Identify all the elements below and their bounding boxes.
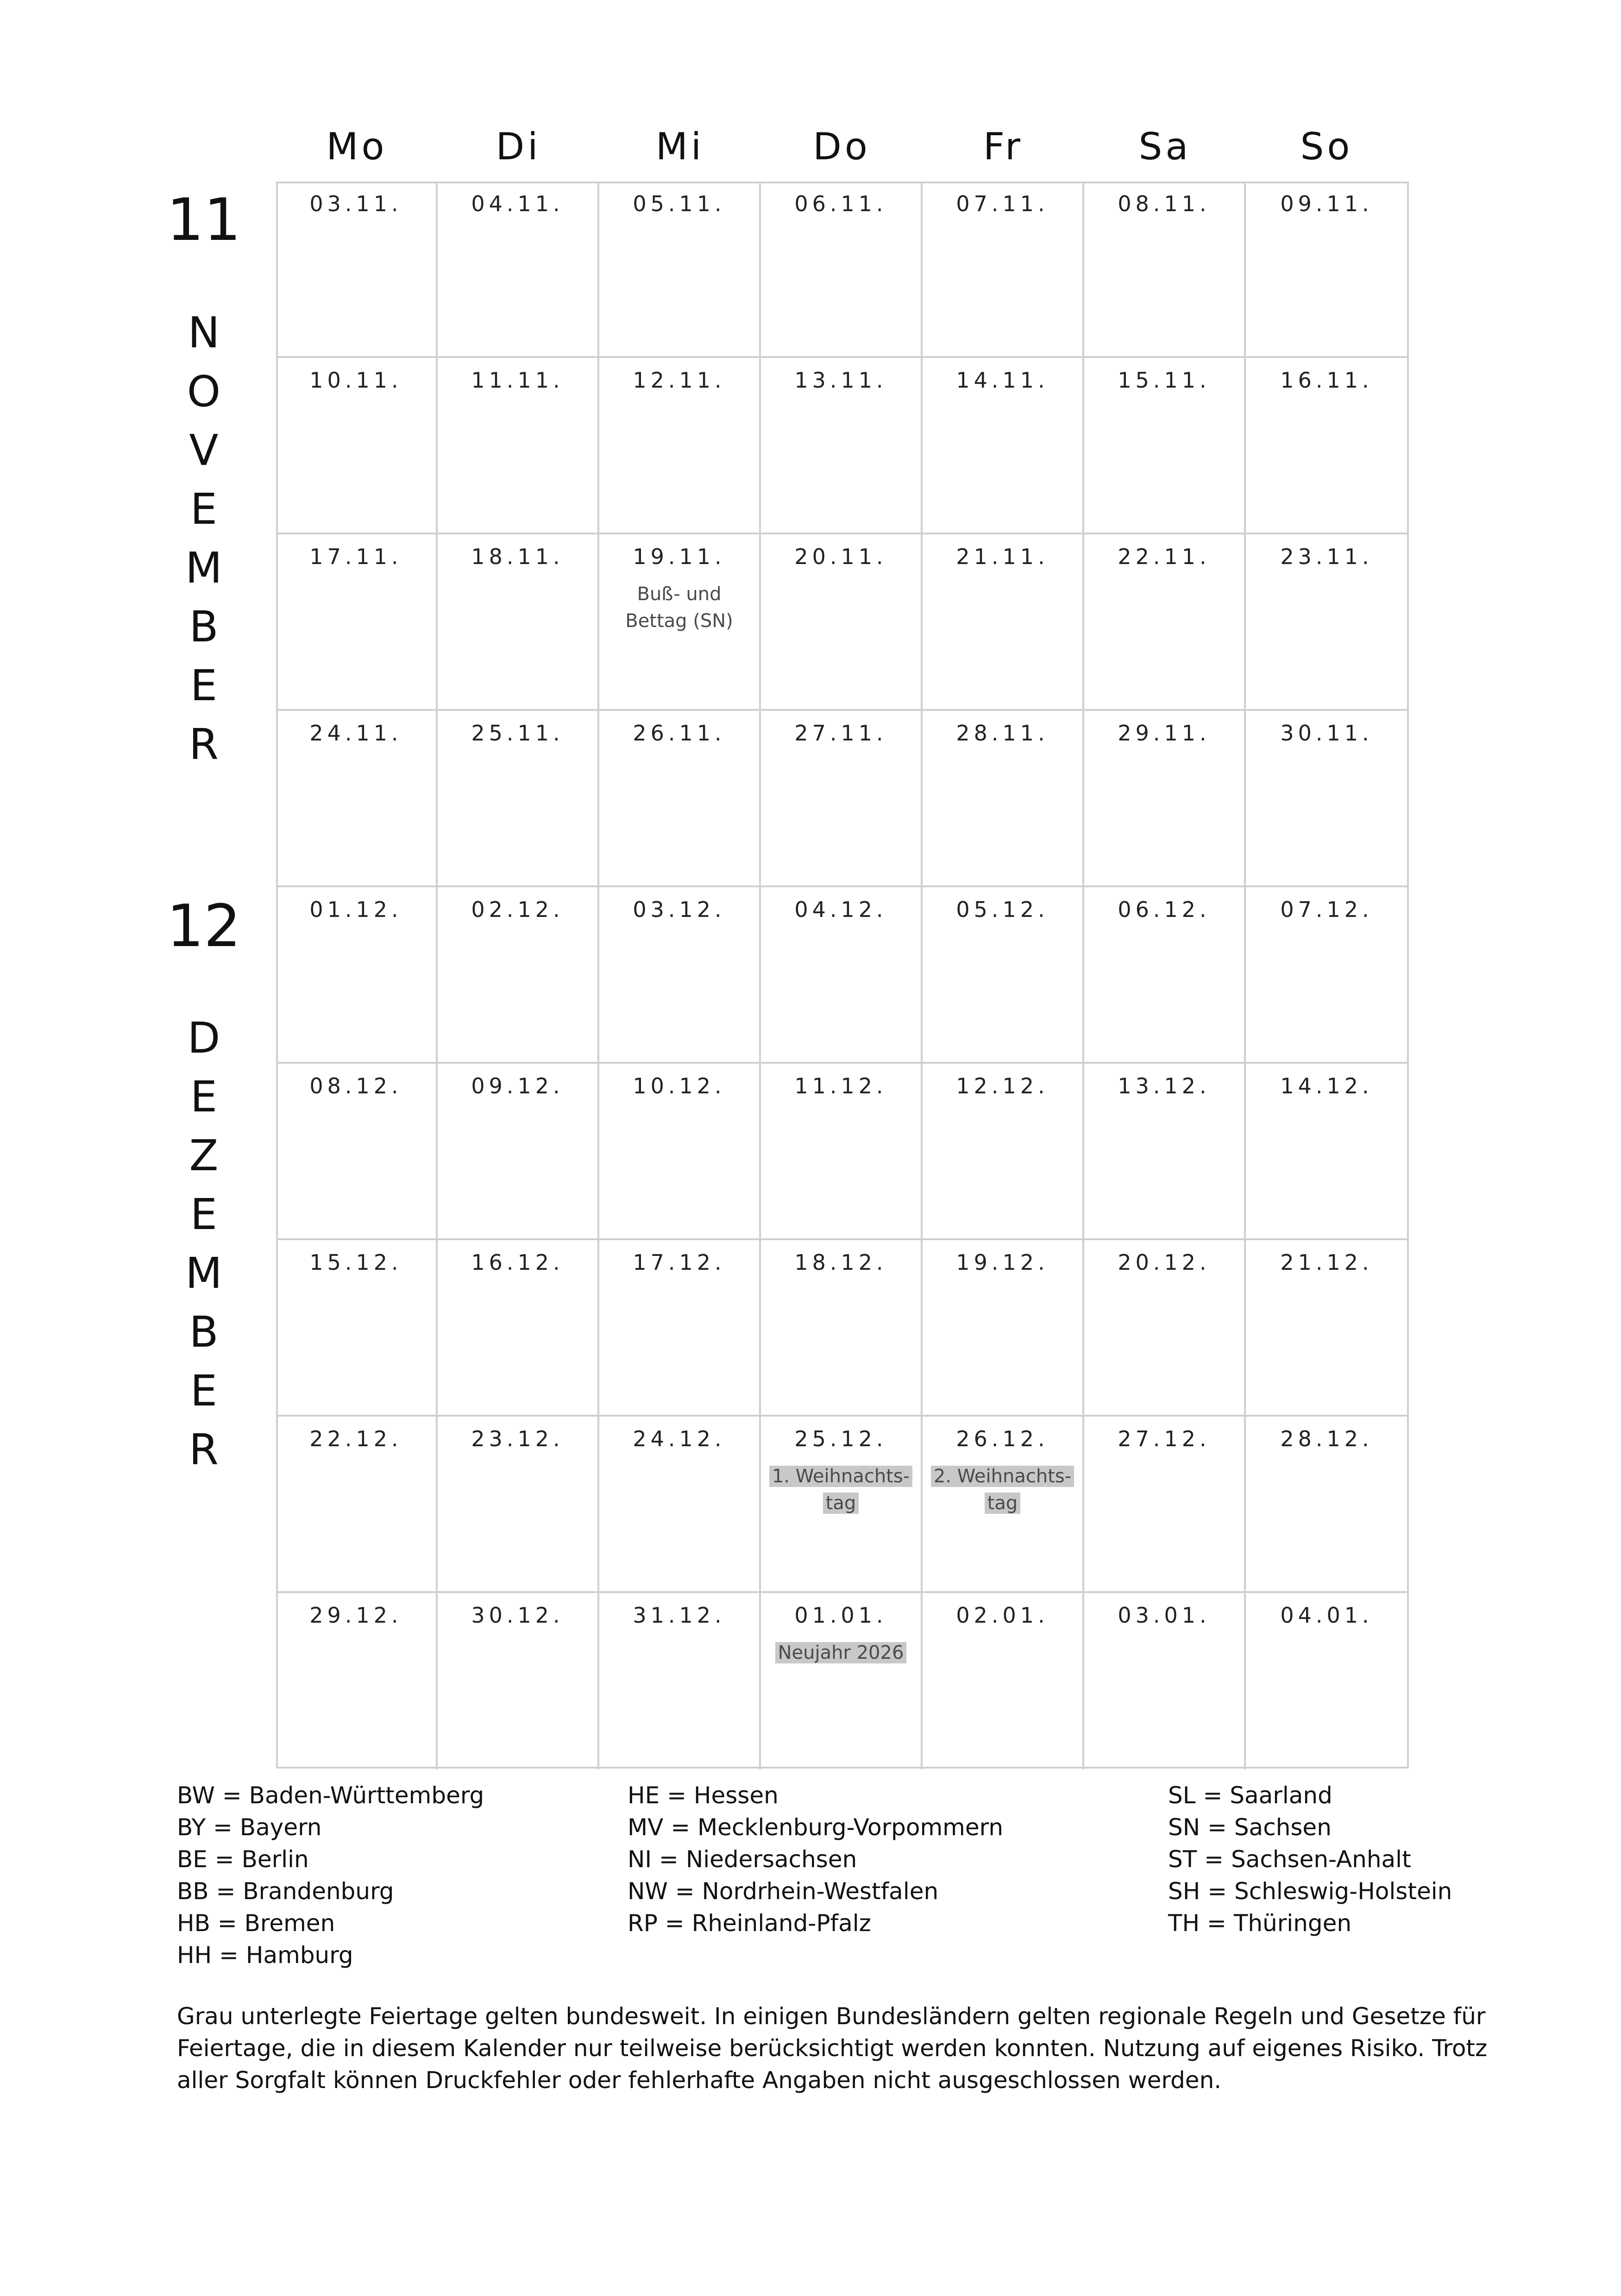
- day-date: 25.11.: [471, 721, 564, 746]
- day-cell: [438, 534, 599, 711]
- day-date: 16.11.: [1280, 368, 1373, 393]
- day-date: 12.12.: [956, 1073, 1049, 1098]
- holiday-text-line: 1. Weihnachts-: [769, 1466, 912, 1487]
- legend-entry: HH = Hamburg: [177, 1942, 353, 1969]
- day-date: 20.12.: [1118, 1250, 1211, 1275]
- day-date: 10.12.: [633, 1073, 726, 1098]
- holiday-label: [929, 1463, 1077, 1517]
- day-cell: [761, 1593, 923, 1769]
- day-cell: [1246, 1593, 1407, 1769]
- day-date: 16.12.: [471, 1250, 564, 1275]
- day-date: 03.01.: [1118, 1603, 1211, 1628]
- day-date: 08.12.: [309, 1073, 402, 1098]
- day-date: 22.11.: [1118, 544, 1211, 569]
- day-cell: [1246, 887, 1407, 1064]
- day-date: 26.12.: [956, 1426, 1049, 1451]
- legend-entry: HB = Bremen: [177, 1910, 335, 1937]
- day-cell: [599, 1417, 761, 1593]
- day-date: 28.12.: [1280, 1426, 1373, 1451]
- legend-entry: MV = Mecklenburg-Vorpommern: [628, 1814, 1004, 1841]
- month-name: N O V E M B E R: [185, 308, 222, 769]
- day-date: 03.12.: [633, 897, 726, 922]
- day-date: 01.01.: [794, 1603, 887, 1628]
- day-date: 21.12.: [1280, 1250, 1373, 1275]
- day-date: 15.11.: [1118, 368, 1211, 393]
- day-date: 14.11.: [956, 368, 1049, 393]
- holiday-text-line: tag: [823, 1493, 859, 1514]
- legend-entry: SN = Sachsen: [1168, 1814, 1332, 1841]
- day-cell: [761, 1240, 923, 1417]
- day-date: 04.12.: [794, 897, 887, 922]
- day-cell: [276, 1240, 438, 1417]
- legend-entry: ST = Sachsen-Anhalt: [1168, 1846, 1411, 1873]
- day-cell: [438, 358, 599, 534]
- weekday-header: Sa: [1138, 125, 1192, 168]
- month-number: 12: [166, 892, 241, 960]
- legend-entry: SH = Schleswig-Holstein: [1168, 1878, 1452, 1905]
- weekday-header: Fr: [983, 125, 1024, 168]
- day-cell: [599, 887, 761, 1064]
- day-date: 13.12.: [1118, 1073, 1211, 1098]
- day-cell: [276, 534, 438, 711]
- day-date: 02.01.: [956, 1603, 1049, 1628]
- day-date: 19.11.: [633, 544, 726, 569]
- day-cell: [1246, 1240, 1407, 1417]
- day-date: 10.11.: [309, 368, 402, 393]
- holiday-label: [767, 1639, 915, 1666]
- day-date: 27.12.: [1118, 1426, 1211, 1451]
- weekday-header: Mo: [326, 125, 388, 168]
- day-date: 14.12.: [1280, 1073, 1373, 1098]
- day-date: 11.11.: [471, 368, 564, 393]
- day-date: 02.12.: [471, 897, 564, 922]
- day-cell: [923, 182, 1084, 358]
- day-cell: [276, 182, 438, 358]
- day-cell: [923, 711, 1084, 887]
- day-date: 06.12.: [1118, 897, 1211, 922]
- day-date: 30.12.: [471, 1603, 564, 1628]
- day-date: 24.11.: [309, 721, 402, 746]
- day-date: 19.12.: [956, 1250, 1049, 1275]
- day-cell: [438, 1593, 599, 1769]
- day-cell: [923, 358, 1084, 534]
- day-date: 13.11.: [794, 368, 887, 393]
- day-cell: [923, 887, 1084, 1064]
- day-cell: [599, 1064, 761, 1240]
- day-date: 17.12.: [633, 1250, 726, 1275]
- day-cell: [438, 1240, 599, 1417]
- legend-entry: BY = Bayern: [177, 1814, 322, 1841]
- day-cell: [276, 711, 438, 887]
- legend-entry: NW = Nordrhein-Westfalen: [628, 1878, 939, 1905]
- day-cell: [599, 711, 761, 887]
- day-cell: [923, 1240, 1084, 1417]
- day-cell: [438, 182, 599, 358]
- day-cell: [1084, 711, 1246, 887]
- holiday-label: [605, 581, 754, 634]
- day-cell: [438, 711, 599, 887]
- day-cell: [1246, 1417, 1407, 1593]
- day-cell: [1246, 1064, 1407, 1240]
- day-cell: [1084, 1064, 1246, 1240]
- day-date: 04.11.: [471, 191, 564, 216]
- legend-entry: BE = Berlin: [177, 1846, 309, 1873]
- day-date: 07.12.: [1280, 897, 1373, 922]
- day-cell: [1246, 182, 1407, 358]
- day-cell: [1246, 358, 1407, 534]
- day-cell: [276, 1417, 438, 1593]
- day-date: 07.11.: [956, 191, 1049, 216]
- day-cell: [761, 534, 923, 711]
- legend-entry: BB = Brandenburg: [177, 1878, 394, 1905]
- day-cell: [599, 534, 761, 711]
- footnote: Grau unterlegte Feiertage gelten bundesweit. In einigen Bundesländern gelten regionale Regeln und Gesetze für Feiertage, die in diesem Kalender nur teilweise berücksichtigt werden konnten. Nutzung auf eigenes Risiko. Trotz aller Sorgfalt können Druckfehler oder fehlerhafte Angaben nicht ausgeschlossen werden.: [177, 2003, 1488, 2094]
- day-date: 20.11.: [794, 544, 887, 569]
- day-cell: [923, 1064, 1084, 1240]
- day-date: 09.12.: [471, 1073, 564, 1098]
- day-date: 25.12.: [794, 1426, 887, 1451]
- day-cell: [438, 1417, 599, 1593]
- day-cell: [1246, 534, 1407, 711]
- day-cell: [761, 182, 923, 358]
- day-date: 15.12.: [309, 1250, 402, 1275]
- day-date: 22.12.: [309, 1426, 402, 1451]
- day-date: 24.12.: [633, 1426, 726, 1451]
- day-date: 18.12.: [794, 1250, 887, 1275]
- holiday-text-line: Neujahr 2026: [775, 1642, 907, 1663]
- day-date: 01.12.: [309, 897, 402, 922]
- day-date: 18.11.: [471, 544, 564, 569]
- weekday-header: Do: [813, 125, 871, 168]
- day-date: 06.11.: [794, 191, 887, 216]
- day-date: 08.11.: [1118, 191, 1211, 216]
- day-cell: [276, 887, 438, 1064]
- legend-entry: TH = Thüringen: [1168, 1910, 1352, 1937]
- day-date: 23.12.: [471, 1426, 564, 1451]
- day-cell: [276, 358, 438, 534]
- legend-entry: RP = Rheinland-Pfalz: [628, 1910, 871, 1937]
- day-date: 29.11.: [1118, 721, 1211, 746]
- day-cell: [1084, 1593, 1246, 1769]
- day-date: 11.12.: [794, 1073, 887, 1098]
- day-cell: [1084, 358, 1246, 534]
- day-cell: [761, 1064, 923, 1240]
- day-date: 04.01.: [1280, 1603, 1373, 1628]
- holiday-text-line: tag: [985, 1493, 1021, 1514]
- day-cell: [761, 358, 923, 534]
- day-cell: [923, 1417, 1084, 1593]
- day-cell: [599, 358, 761, 534]
- day-cell: [761, 887, 923, 1064]
- day-cell: [1084, 534, 1246, 711]
- holiday-text-line: 2. Weihnachts-: [931, 1466, 1074, 1487]
- day-date: 26.11.: [633, 721, 726, 746]
- day-date: 23.11.: [1280, 544, 1373, 569]
- day-date: 12.11.: [633, 368, 726, 393]
- day-cell: [599, 1593, 761, 1769]
- legend-column: [628, 1780, 1003, 1939]
- day-date: 17.11.: [309, 544, 402, 569]
- legend-column: [177, 1780, 484, 1971]
- holiday-text-line: Buß- und: [637, 583, 722, 605]
- day-date: 28.11.: [956, 721, 1049, 746]
- day-cell: [276, 1593, 438, 1769]
- day-cell: [276, 1064, 438, 1240]
- day-date: 30.11.: [1280, 721, 1373, 746]
- day-cell: [599, 1240, 761, 1417]
- legend-column: [1168, 1780, 1452, 1939]
- holiday-text-line: Bettag (SN): [625, 610, 733, 632]
- day-cell: [599, 182, 761, 358]
- weekday-header: Di: [496, 125, 541, 168]
- holiday-label: [767, 1463, 915, 1517]
- day-cell: [1084, 182, 1246, 358]
- day-cell: [1246, 711, 1407, 887]
- day-cell: [923, 1593, 1084, 1769]
- day-cell: [761, 1417, 923, 1593]
- day-cell: [761, 711, 923, 887]
- month-number: 11: [166, 186, 241, 254]
- day-date: 21.11.: [956, 544, 1049, 569]
- day-date: 05.11.: [633, 191, 726, 216]
- day-date: 29.12.: [309, 1603, 402, 1628]
- day-date: 03.11.: [309, 191, 402, 216]
- day-cell: [438, 1064, 599, 1240]
- day-date: 05.12.: [956, 897, 1049, 922]
- calendar-grid: [276, 182, 1409, 1769]
- legend-entry: HE = Hessen: [628, 1782, 779, 1809]
- day-cell: [1084, 887, 1246, 1064]
- day-cell: [438, 887, 599, 1064]
- day-cell: [1084, 1240, 1246, 1417]
- month-name: D E Z E M B E R: [185, 1013, 222, 1474]
- legend-entry: SL = Saarland: [1168, 1782, 1332, 1809]
- day-cell: [923, 534, 1084, 711]
- weekday-header: Mi: [655, 125, 705, 168]
- legend-entry: BW = Baden-Württemberg: [177, 1782, 484, 1809]
- day-date: 31.12.: [633, 1603, 726, 1628]
- day-cell: [1084, 1417, 1246, 1593]
- day-date: 09.11.: [1280, 191, 1373, 216]
- legend-entry: NI = Niedersachsen: [628, 1846, 857, 1873]
- weekday-header: So: [1300, 125, 1353, 168]
- day-date: 27.11.: [794, 721, 887, 746]
